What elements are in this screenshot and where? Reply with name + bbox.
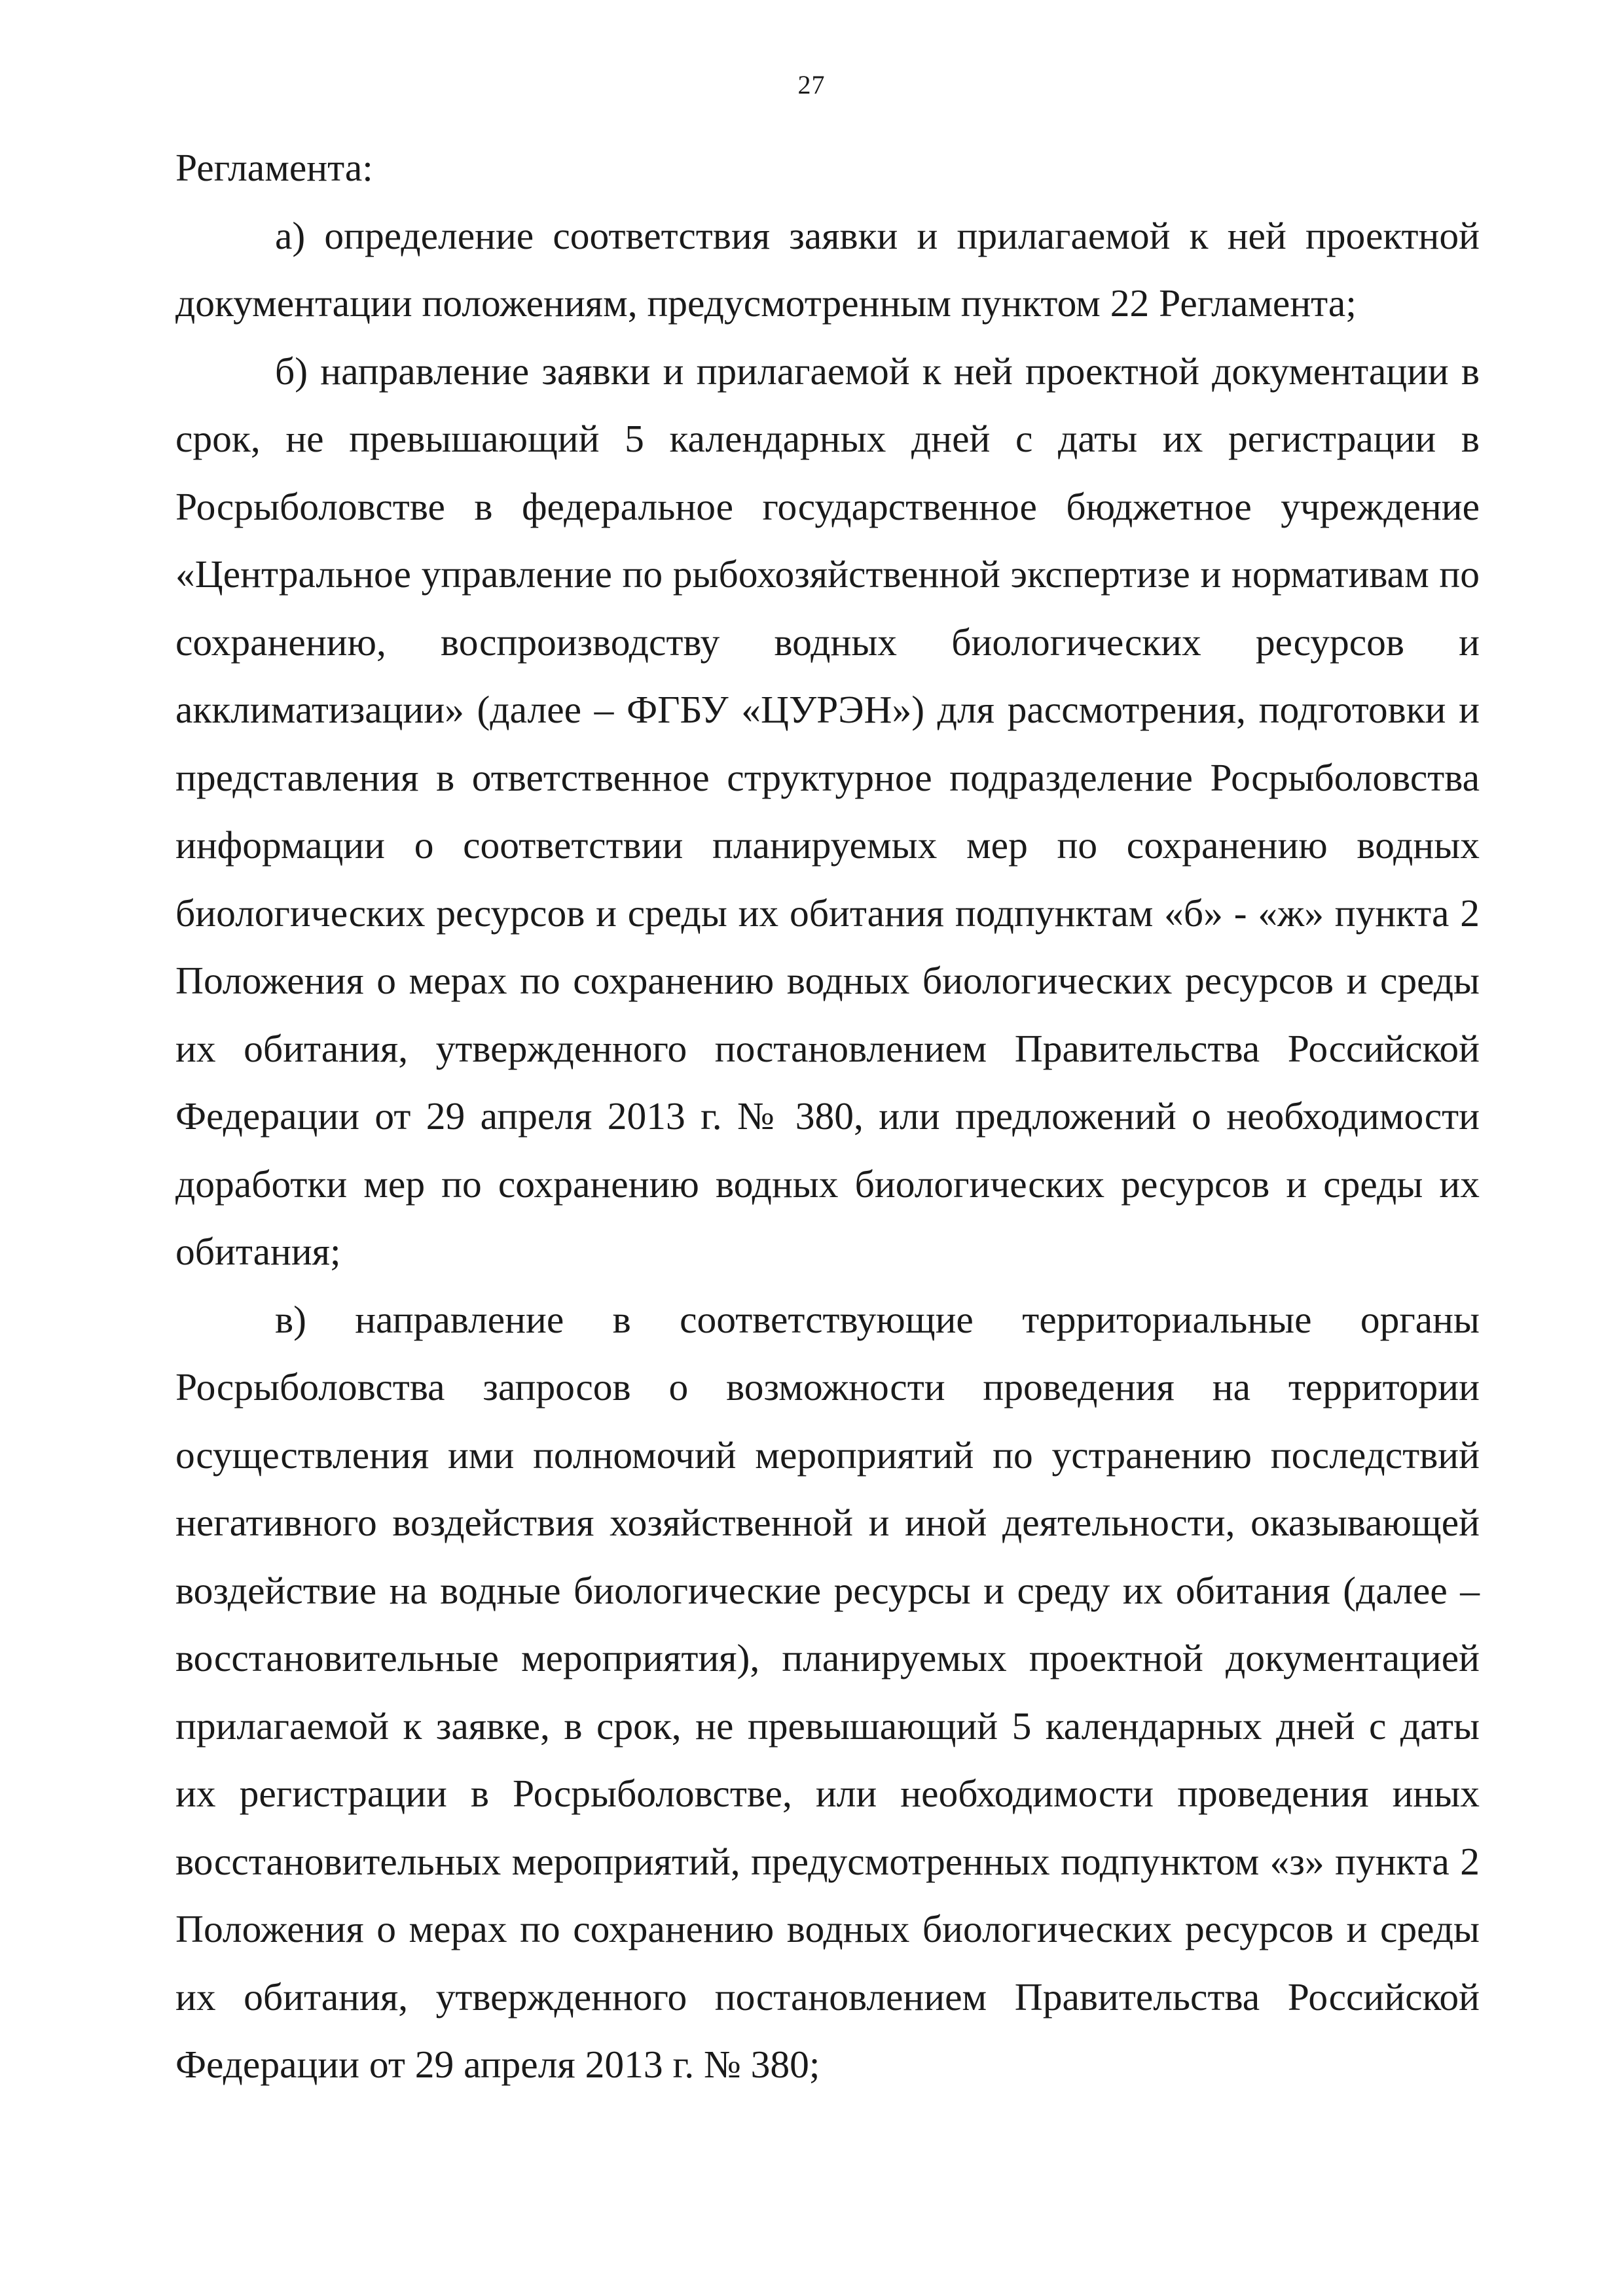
paragraph-item-a: а) определение соответствия заявки и прилагаемой к ней проектной документации положениям, предусмотренным пунктом 22 Регламента; [175, 213, 1480, 325]
document-body [175, 134, 1480, 2099]
page-number: 27 [797, 70, 826, 99]
paragraph-item-b: б) направление заявки и прилагаемой к ней проектной документации в срок, не превышающий 5 календарных дней с даты их регистрации в Росрыболовстве в федеральное государственное бюджетное учреждение «Центральное управление по рыбохозяйственной экспертизе и нормативам по сохранению, воспроизводству водных биологических ресурсов и акклиматизации» (далее – ФГБУ «ЦУРЭН») для рассмотрения, подготовки и представления в ответственное структурное подразделение Росрыболовства информации о соответствии планируемых мер по сохранению водных биологических ресурсов и среды их обитания подпунктам «б» - «ж» пункта 2 Положения о мерах по сохранению водных биологических ресурсов и среды их обитания, утвержденного постановлением Правительства Российской Федерации от 29 апреля 2013 г. № 380, или предложений о необходимости доработки мер по сохранению водных биологических ресурсов и среды их обитания; [175, 349, 1480, 1273]
paragraph-item-v: в) направление в соответствующие территориальные органы Росрыболовства запросов о возможности проведения на территории осуществления ими полномочий мероприятий по устранению последствий негативного воздействия хозяйственной и иной деятельности, оказывающей воздействие на водные биологические ресурсы и среду их обитания (далее – восстановительные мероприятия), планируемых проектной документацией прилагаемой к заявке, в срок, не превышающий 5 календарных дней с даты их регистрации в Росрыболовстве, или необходимости проведения иных восстановительных мероприятий, предусмотренных подпунктом «з» пункта 2 Положения о мерах по сохранению водных биологических ресурсов и среды их обитания, утвержденного постановлением Правительства Российской Федерации от 29 апреля 2013 г. № 380; [175, 1297, 1480, 2086]
paragraph-continuation: Регламента: [175, 146, 373, 189]
